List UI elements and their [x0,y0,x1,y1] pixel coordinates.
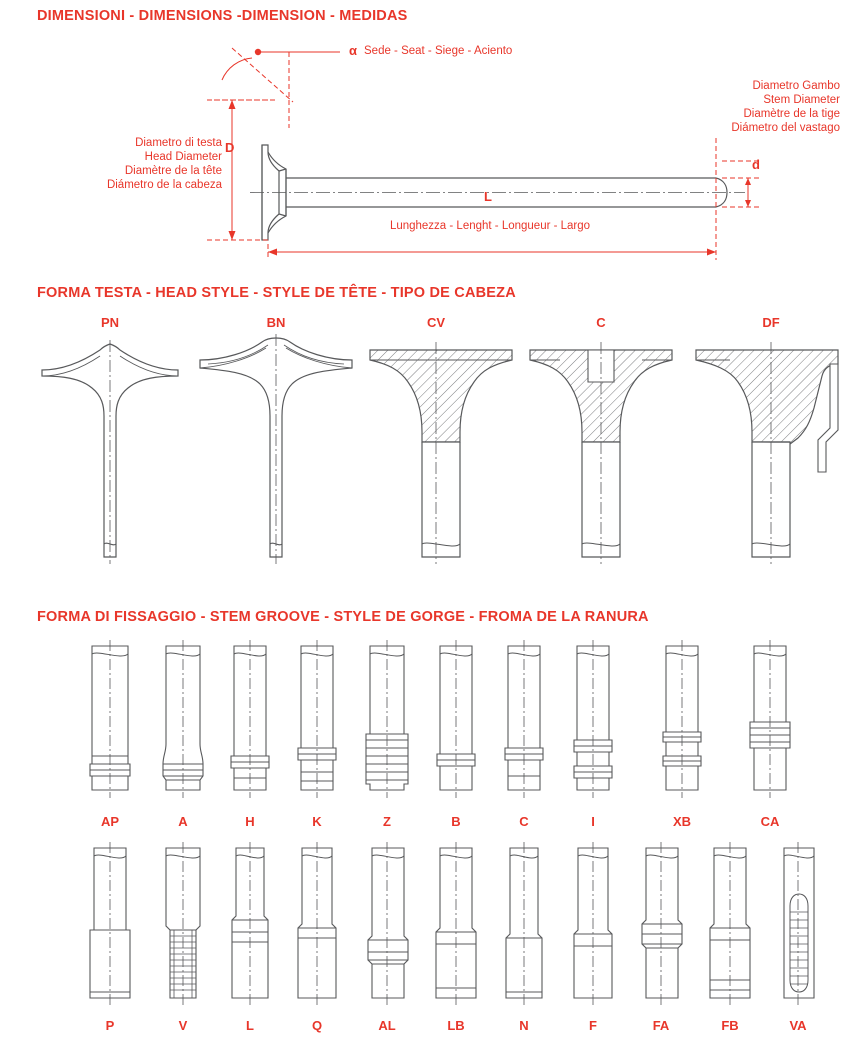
head-style-figure [0,312,860,602]
stem-groove-p [90,842,130,1006]
stem-groove-i [574,640,612,798]
length-label: Lunghezza - Lenght - Longueur - Largo [389,220,591,232]
stem-diameter-label-line2: Stem Diameter [763,94,840,106]
stem-groove-row1-figure [0,636,860,814]
section-title-stem-groove: FORMA DI FISSAGGIO - STEM GROOVE - STYLE DE GORGE - FROMA DE LA RANURA [37,609,649,625]
stem-groove-code-p: P [105,1018,115,1033]
dimension-L-label: L [484,189,492,204]
stem-groove-code-k: K [312,814,322,829]
stem-groove-k [298,640,336,798]
stem-groove-code-q: Q [311,1018,323,1033]
stem-groove-code-i: I [591,814,595,829]
stem-groove-code-f: F [589,1018,597,1033]
stem-groove-code-lb: LB [447,1018,465,1033]
stem-groove-code-xb: XB [672,814,692,829]
stem-groove-c [505,640,543,798]
head-diameter-label-line2: Head Diameter [144,151,222,163]
head-style-code-bn: BN [266,315,286,330]
dimension-d-label: d [752,157,760,172]
stem-groove-z [366,640,408,798]
stem-groove-fa [642,842,682,1006]
head-shape-df [696,342,838,564]
stem-groove-xb [663,640,701,798]
stem-groove-row2-figure [0,840,860,1018]
section-title-head-style: FORMA TESTA - HEAD STYLE - STYLE DE TÊTE - TIPO DE CABEZA [37,285,516,301]
stem-groove-va [784,842,814,1006]
head-style-code-pn: PN [100,315,120,330]
stem-groove-fb [710,842,750,1006]
stem-groove-code-c: C [519,814,529,829]
stem-groove-code-fb: FB [721,1018,739,1033]
head-shape-pn [42,340,178,564]
stem-diameter-label-line1: Diametro Gambo [752,80,840,92]
stem-groove-h [231,640,269,798]
stem-groove-lb [436,842,476,1006]
stem-diameter-label-line4: Diámetro del vastago [731,122,840,134]
head-style-code-cv: CV [426,315,446,330]
head-style-code-c: C [596,315,606,330]
head-shape-c [530,342,672,564]
stem-groove-code-ap: AP [100,814,120,829]
stem-groove-a [163,640,203,798]
seat-label: Sede - Seat - Siege - Aciento [364,45,513,57]
head-diameter-label-line1: Diametro di testa [135,137,222,149]
head-shape-bn [200,334,352,564]
stem-groove-code-v: V [178,1018,188,1033]
stem-groove-f [574,842,612,1006]
stem-groove-n [506,842,542,1006]
stem-groove-code-fa: FA [652,1018,670,1033]
stem-groove-code-z: Z [383,814,391,829]
head-diameter-label-line4: Diámetro de la cabeza [106,179,222,191]
stem-groove-ca [750,640,790,798]
stem-groove-ap [90,640,130,798]
stem-groove-code-h: H [245,814,255,829]
stem-groove-v [166,842,200,1006]
dimension-D-label: D [225,140,235,155]
stem-groove-code-a: A [178,814,188,829]
stem-groove-code-ca: CA [760,814,780,829]
stem-groove-code-n: N [519,1018,529,1033]
stem-diameter-label-line3: Diamètre de la tige [743,108,840,120]
head-diameter-label-line3: Diamètre de la tête [124,165,222,177]
stem-groove-b [437,640,475,798]
stem-groove-code-va: VA [789,1018,807,1033]
stem-groove-code-al: AL [378,1018,396,1033]
angle-symbol-alpha: α [349,43,357,58]
head-shape-cv [370,342,512,564]
section-title-dimensions: DIMENSIONI - DIMENSIONS -DIMENSION - MEDIDAS [37,8,408,24]
stem-groove-q [298,842,336,1006]
stem-groove-code-b: B [451,814,461,829]
stem-groove-l [232,842,268,1006]
head-style-code-df: DF [762,315,780,330]
stem-groove-code-l: L [246,1018,254,1033]
stem-groove-al [368,842,408,1006]
